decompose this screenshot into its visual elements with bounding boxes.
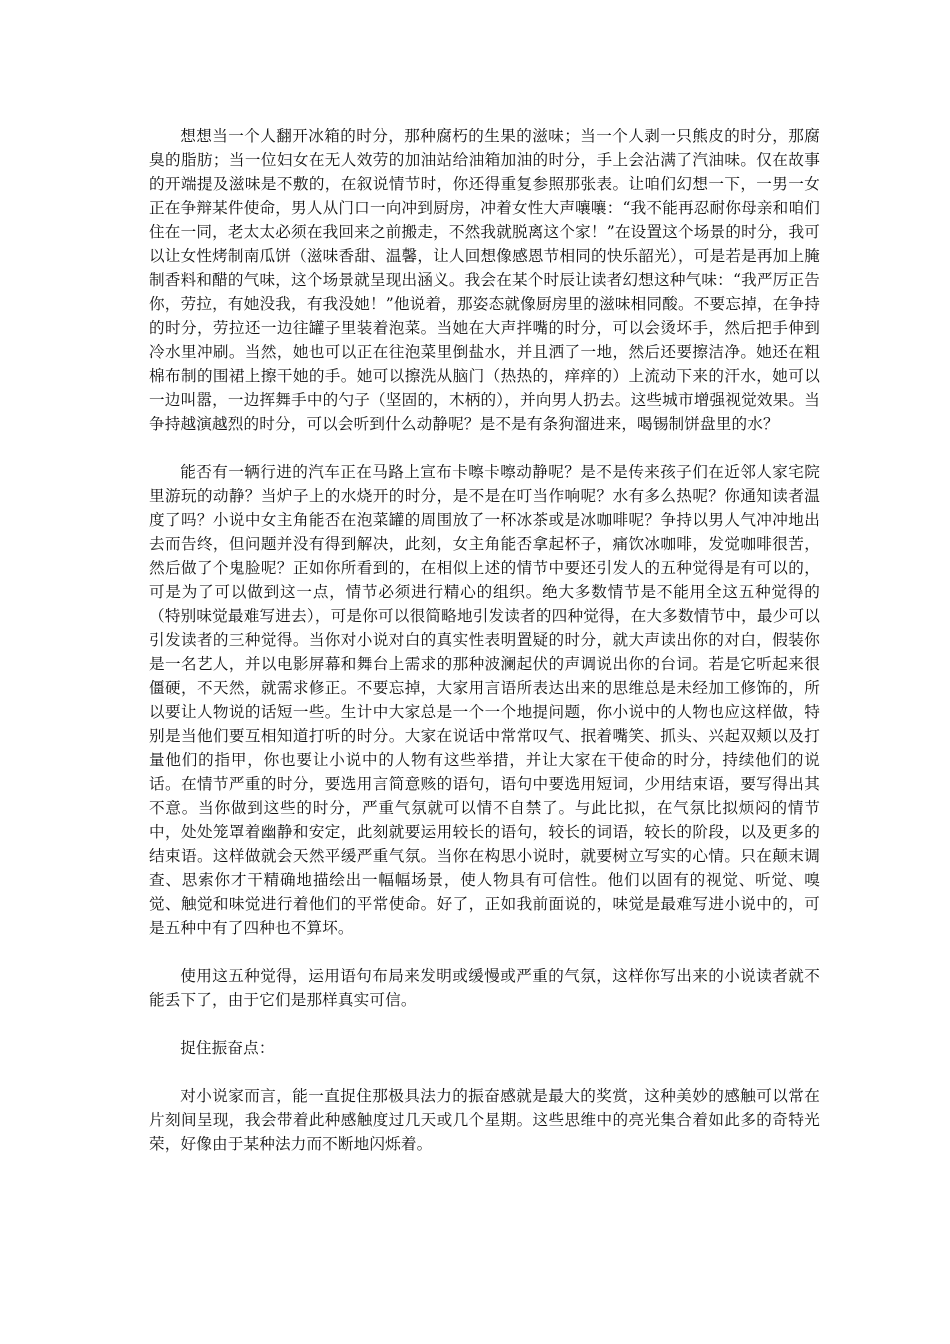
section-heading: 捉住振奋点： [180, 1039, 275, 1057]
document-body [149, 124, 820, 1156]
paragraph-senses-scene: 想想当一个人翻开冰箱的时分，那种腐朽的生果的滋味；当一个人剥一只熊皮的时分，那腐臭的脂肪；当一位妇女在无人效劳的加油站给油箱加油的时分，手上会沾满了汽油味。仅在故事的开端提及滋味是不敷的，在叙说情节时，你还得重复参照那张表。让咱们幻想一下，一男一女正在争辩某件使命，男人从门口一向冲到厨房，冲着女性大声嚷嚷：“我不能再忍耐你母亲和咱们住在一同，老太太必须在我回来之前搬走，不然我就脱离这个家！”在设置这个场景的时分，我可以让女性烤制南瓜饼（滋味香甜、温馨，让人回想像感恩节相同的快乐韶光），可是若是再加上腌制香料和醋的气味，这个场景就呈现出涵义。我会在某个时辰让读者幻想这种气味：“我严厉正告你，劳拉，有她没我，有我没她！”他说着，那姿态就像厨房里的滋味相同酸。不要忘掉，在争持的时分，劳拉还一边往罐子里装着泡菜。当她在大声拌嘴的时分，可以会烫坏手，然后把手伸到冷水里冲刷。当然，她也可以正在往泡菜里倒盐水，并且洒了一地，然后还要擦洁净。她还在粗棉布制的围裙上擦干她的手。她可以擦洗从脑门（热热的，痒痒的）上流动下来的汗水，她可以一边叫嚣，一边挥舞手中的勺子（坚固的，木柄的），并向男人扔去。这些城市增强视觉效果。当争持越演越烈的时分，可以会听到什么动静呢？是不是有条狗溜进来，喝锡制饼盘里的水？ [149, 127, 820, 433]
paragraph-five-senses: 能否有一辆行进的汽车正在马路上宣布卡嚓卡嚓动静呢？是不是传来孩子们在近邻人家宅院里游玩的动静？当炉子上的水烧开的时分，是不是在叮当作响呢？水有多么热呢？你通知读者温度了吗？小说中女主角能否在泡菜罐的周围放了一杯冰茶或是冰咖啡呢？争持以男人气冲冲地出去而告终，但问题并没有得到解决，此刻，女主角能否拿起杯子，痛饮冰咖啡，发觉咖啡很苦，然后做了个鬼脸呢？正如你所看到的，在相似上述的情节中要还引发人的五种觉得是有可以的，可是为了可以做到这一点，情节必须进行精心的组织。绝大多数情节是不能用全这五种觉得的（特别味觉最难写进去），可是你可以很简略地引发读者的四种觉得，在大多数情节中，最少可以引发读者的三种觉得。当你对小说对白的真实性表明置疑的时分，就大声读出你的对白，假装你是一名艺人，并以电影屏幕和舞台上需求的那种波澜起伏的声调说出你的台词。若是它听起来很僵硬，不天然，就需求修正。不要忘掉，大家用言语所表达出来的思维总是未经加工修饰的，所以要让人物说的话短一些。生计中大家总是一个一个地提问题，你小说中的人物也应这样做，特别是当他们要互相知道打听的时分。大家在说话中常常叹气、抿着嘴笑、抓头、兴起双颊以及打量他们的指甲，你也要让小说中的人物有这些举措，并让大家在干使命的时分，持续他们的说话。在情节严重的时分，要选用言简意赅的语句，语句中要选用短词，少用结束语，要写得出其不意。当你做到这些的时分，严重气氛就可以情不自禁了。与此比拟，在气氛比拟烦闷的情节中，处处笼罩着幽静和安定，此刻就要运用较长的语句，较长的词语，较长的阶段，以及更多的结束语。这样做就会天然平缓严重气氛。当你在构思小说时，就要树立写实的心情。只在颠末调查、思索你才干精确地描绘出一幅幅场景，使人物具有可信性。他们以固有的视觉、听觉、嗅觉、触觉和味觉进行着他们的平常使命。好了，正如我前面说的，味觉是最难写进小说中的，可是五种中有了四种也不算坏。 [149, 463, 820, 937]
paragraph-summary: 使用这五种觉得，运用语句布局来发明或缓慢或严重的气氛，这样你写出来的小说读者就不能丢下了，由于它们是那样真实可信。 [149, 967, 820, 1009]
paragraph-inspiration: 对小说家而言，能一直捉住那极具法力的振奋感就是最大的奖赏，这种美妙的感触可以常在片刻间呈现，我会带着此种感触度过几天或几个星期。这些思维中的亮光集合着如此多的奇特光荣，好像由于某种法力而不断地闪烁着。 [149, 1087, 820, 1153]
